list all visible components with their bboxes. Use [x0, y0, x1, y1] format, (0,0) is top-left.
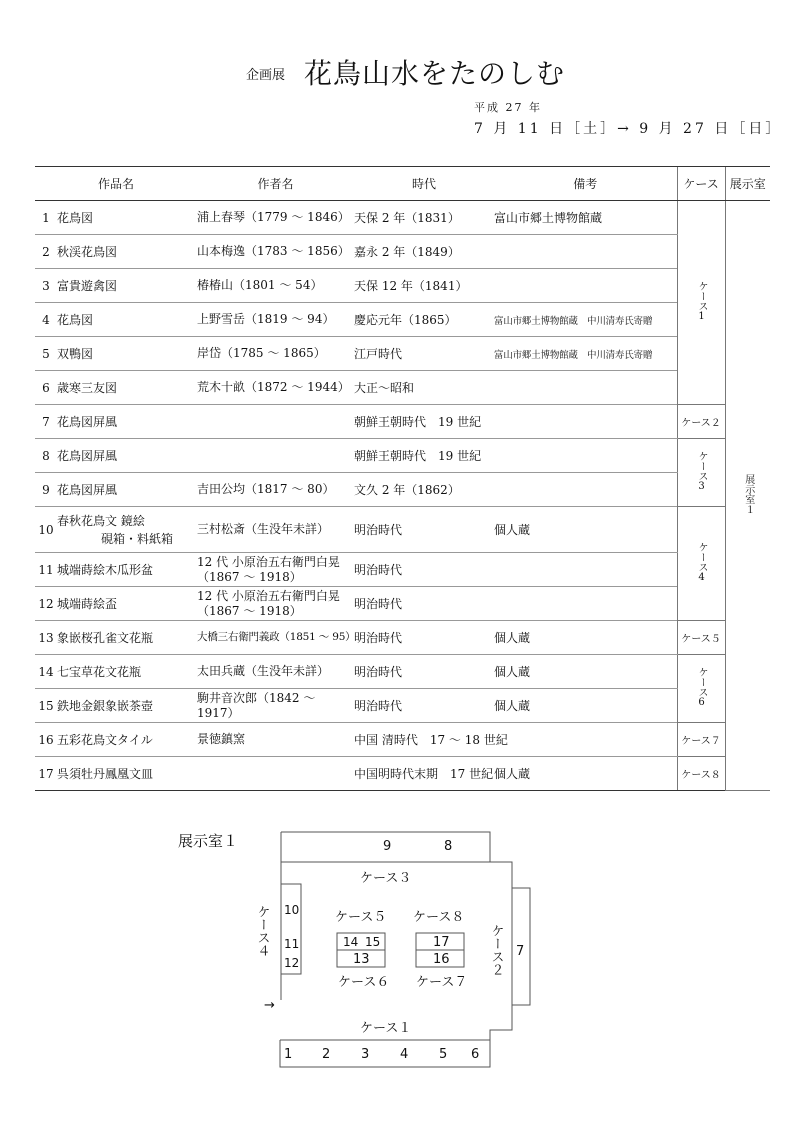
work-title-sub: 硯箱・料紙箱: [101, 531, 174, 546]
row-number: 6: [35, 371, 57, 405]
era: 明治時代: [354, 553, 494, 587]
col-header-era: 時代: [354, 167, 494, 201]
map-num-9: 9: [383, 839, 392, 854]
case-cell: ケース５: [677, 621, 725, 655]
work-title: 花鳥図屏風: [57, 439, 197, 473]
era: 中国明時代末期 17 世紀: [354, 757, 494, 791]
artist: 景徳鎮窯: [197, 723, 354, 757]
artist: 駒井音次郎（1842 ～ 1917）: [197, 689, 354, 723]
artist-line: 12 代 小原治五右衛門白晃: [197, 554, 340, 569]
header-prefix: 企画展: [246, 68, 286, 83]
map-num-12: 12: [284, 956, 300, 970]
artist: 太田兵蔵（生没年未詳）: [197, 655, 354, 689]
artist-dates: （1867 ～ 1918）: [197, 569, 302, 584]
work-title: 鉄地金銀象嵌茶壺: [57, 689, 197, 723]
work-title: 呉須牡丹鳳凰文皿: [57, 757, 197, 791]
era: 大正～昭和: [354, 371, 494, 405]
work-title: 七宝草花文花瓶: [57, 655, 197, 689]
note: 個人蔵: [494, 655, 677, 689]
era: 嘉永 2 年（1849）: [354, 235, 494, 269]
artist-dates: （1867 ～ 1918）: [197, 603, 302, 618]
work-title: 城端蒔絵木瓜形盆: [57, 553, 197, 587]
era: 天保 12 年（1841）: [354, 269, 494, 303]
note: 個人蔵: [494, 507, 677, 553]
map-num-13: 13: [353, 952, 370, 967]
row-number: 2: [35, 235, 57, 269]
work-title: 花鳥図: [57, 201, 197, 235]
map-num-1: 1: [284, 1047, 293, 1062]
era: 明治時代: [354, 507, 494, 553]
map-num-15: 15: [365, 935, 381, 949]
case-label: ケース3: [696, 450, 708, 492]
col-header-case: ケース: [677, 167, 725, 201]
note: 富山市郷土博物館蔵: [494, 201, 677, 235]
row-number: 3: [35, 269, 57, 303]
work-title: 五彩花鳥文タイル: [57, 723, 197, 757]
map-num-16: 16: [433, 952, 450, 967]
work-title: 秋渓花鳥図: [57, 235, 197, 269]
col-header-note: 備考: [494, 167, 677, 201]
note: 個人蔵: [494, 689, 677, 723]
row-number: 9: [35, 473, 57, 507]
note: 個人蔵: [494, 621, 677, 655]
row-number: 17: [35, 757, 57, 791]
note: 富山市郷土博物館蔵 中川清寿氏寄贈: [494, 337, 677, 371]
era: 明治時代: [354, 689, 494, 723]
map-num-14: 14: [343, 935, 359, 949]
col-header-work: 作品名: [35, 167, 197, 201]
case-cell: ケース８: [677, 757, 725, 791]
col-header-room: 展示室: [725, 167, 770, 201]
entrance-arrow-icon: →: [264, 998, 275, 1013]
era: 明治時代: [354, 587, 494, 621]
artist: 浦上春琴（1779 ～ 1846）: [197, 201, 354, 235]
map-case1-label: ケース１: [360, 1021, 412, 1036]
map-num-4: 4: [400, 1047, 409, 1062]
artist: 大橋三右衛門義政（1851 ～ 95）: [197, 621, 354, 655]
map-num-6: 6: [471, 1047, 480, 1062]
exhibition-dates: 7 月 11 日［土］→ 9 月 27 日［日］: [474, 121, 783, 137]
era: 朝鮮王朝時代 19 世紀: [354, 405, 494, 439]
artist-line: 12 代 小原治五右衛門白晃: [197, 588, 340, 603]
floor-map-title: 展示室１: [178, 832, 239, 850]
map-case3-label: ケース３: [360, 871, 412, 886]
map-num-11: 11: [284, 937, 300, 951]
page-title: 花鳥山水をたのしむ: [304, 57, 566, 90]
case-cell: ケース７: [677, 723, 725, 757]
map-num-5: 5: [439, 1047, 448, 1062]
case-label: ケース4: [696, 541, 708, 583]
work-title: 城端蒔絵盃: [57, 587, 197, 621]
row-number: 14: [35, 655, 57, 689]
note: 個人蔵: [494, 757, 677, 791]
era: 文久 2 年（1862）: [354, 473, 494, 507]
artist: 三村松斎（生没年未詳）: [197, 507, 354, 553]
era: 中国 清時代 17 ～ 18 世紀: [354, 723, 677, 757]
work-title-line: 春秋花鳥文 鏡絵: [57, 513, 145, 528]
artist: 山本梅逸（1783 ～ 1856）: [197, 235, 354, 269]
row-number: 1: [35, 201, 57, 235]
case-label: ケース1: [696, 280, 708, 322]
col-header-artist: 作者名: [197, 167, 354, 201]
note: 富山市郷土博物館蔵 中川清寿氏寄贈: [494, 303, 677, 337]
case-cell: ケース２: [677, 405, 725, 439]
map-num-17: 17: [433, 935, 450, 950]
map-num-8: 8: [444, 839, 453, 854]
work-title: 象嵌桜孔雀文花瓶: [57, 621, 197, 655]
row-number: 4: [35, 303, 57, 337]
era: 明治時代: [354, 655, 494, 689]
map-case8-label: ケース８: [413, 910, 465, 925]
row-number: 11: [35, 553, 57, 587]
era: 慶応元年（1865）: [354, 303, 494, 337]
map-num-2: 2: [322, 1047, 331, 1062]
era: 天保 2 年（1831）: [354, 201, 494, 235]
map-num-3: 3: [361, 1047, 370, 1062]
row-number: 8: [35, 439, 57, 473]
row-number: 15: [35, 689, 57, 723]
work-title: 花鳥図屏風: [57, 405, 197, 439]
artist: 吉田公均（1817 ～ 80）: [197, 473, 354, 507]
exhibition-year: 平成 27 年: [474, 101, 542, 114]
case-label: ケース6: [696, 666, 708, 708]
map-case6-label: ケース６: [338, 975, 390, 990]
map-num-7: 7: [516, 944, 525, 959]
row-number: 12: [35, 587, 57, 621]
work-title: 双鴨図: [57, 337, 197, 371]
work-title: 花鳥図: [57, 303, 197, 337]
work-title: 歳寒三友図: [57, 371, 197, 405]
artist: 岸岱（1785 ～ 1865）: [197, 337, 354, 371]
row-number: 10: [35, 507, 57, 553]
era: 朝鮮王朝時代 19 世紀: [354, 439, 494, 473]
artist: 上野雪岳（1819 ～ 94）: [197, 303, 354, 337]
room-label: 展示室１: [742, 474, 754, 514]
row-number: 7: [35, 405, 57, 439]
map-num-10: 10: [284, 903, 300, 917]
era: 明治時代: [354, 621, 494, 655]
row-number: 5: [35, 337, 57, 371]
artist: 椿椿山（1801 ～ 54）: [197, 269, 354, 303]
map-case2-label: ケース２: [488, 924, 504, 976]
artist: 荒木十畝（1872 ～ 1944）: [197, 371, 354, 405]
row-number: 13: [35, 621, 57, 655]
era: 江戸時代: [354, 337, 494, 371]
work-title: 花鳥図屏風: [57, 473, 197, 507]
work-title: 富貴遊禽図: [57, 269, 197, 303]
map-case7-label: ケース７: [416, 975, 468, 990]
map-case4-label: ケース４: [254, 905, 270, 957]
row-number: 16: [35, 723, 57, 757]
map-case5-label: ケース５: [335, 910, 387, 925]
